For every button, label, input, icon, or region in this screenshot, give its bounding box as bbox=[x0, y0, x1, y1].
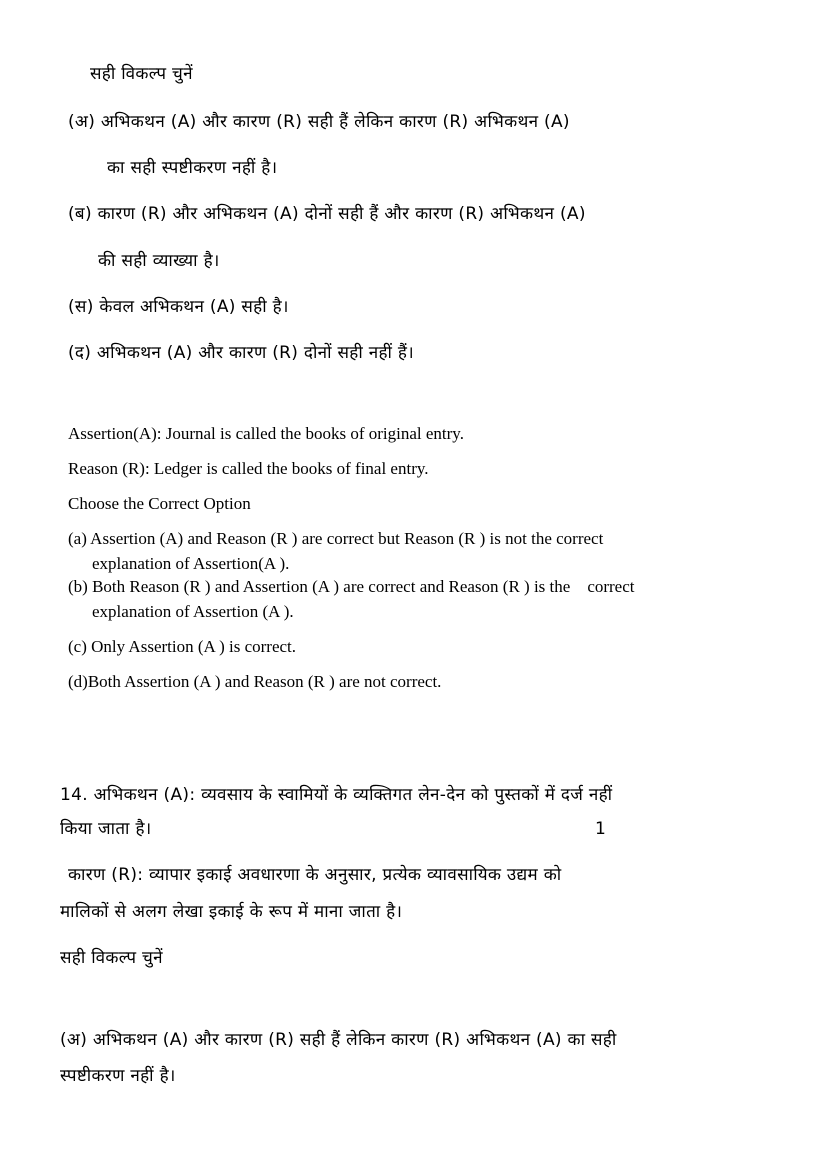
hindi-option-a-line1: (अ) अभिकथन (A) और कारण (R) सही हैं लेकिन कारण (R) अभिकथन (A) bbox=[68, 112, 570, 132]
english-reason: Reason (R): Ledger is called the books of final entry. bbox=[68, 459, 429, 478]
english-option-a-line1: (a) Assertion (A) and Reason (R ) are correct but Reason (R ) is not the correct bbox=[68, 529, 604, 548]
english-option-d: (d)Both Assertion (A ) and Reason (R ) are not correct. bbox=[68, 672, 442, 691]
q14-reason-line1: कारण (R): व्यापार इकाई अवधारणा के अनुसार, प्रत्येक व्यावसायिक उद्यम को bbox=[68, 865, 562, 885]
hindi-option-b-line2: की सही व्याख्या है। bbox=[98, 251, 220, 271]
q14-reason-line2: मालिकों से अलग लेखा इकाई के रूप में माना जाता है। bbox=[60, 902, 403, 922]
hindi-option-c: (स) केवल अभिकथन (A) सही है। bbox=[68, 297, 289, 317]
q14-marks: 1 bbox=[595, 819, 607, 839]
hindi-option-b-line1: (ब) कारण (R) और अभिकथन (A) दोनों सही हैं और कारण (R) अभिकथन (A) bbox=[68, 204, 586, 224]
english-option-a-line2: explanation of Assertion(A ). bbox=[92, 554, 290, 573]
hindi-option-d: (द) अभिकथन (A) और कारण (R) दोनों सही नहीं हैं। bbox=[68, 343, 414, 363]
q14-option-a-line2: स्पष्टीकरण नहीं है। bbox=[60, 1066, 176, 1086]
english-option-c: (c) Only Assertion (A ) is correct. bbox=[68, 637, 297, 656]
english-option-b-line2: explanation of Assertion (A ). bbox=[92, 602, 294, 621]
q14-choose-option: सही विकल्प चुनें bbox=[60, 948, 163, 968]
hindi-option-a-line2: का सही स्पष्टीकरण नहीं है। bbox=[107, 158, 278, 178]
q14-assertion-line2: किया जाता है। bbox=[60, 819, 152, 839]
q14-assertion-line1: 14. अभिकथन (A): व्यवसाय के स्वामियों के व्यक्तिगत लेन-देन को पुस्तकों में दर्ज नहीं bbox=[60, 785, 613, 805]
english-assertion: Assertion(A): Journal is called the books of original entry. bbox=[68, 424, 464, 443]
english-option-b-line1: (b) Both Reason (R ) and Assertion (A ) are correct and Reason (R ) is the correct bbox=[68, 577, 635, 596]
english-choose-option: Choose the Correct Option bbox=[68, 494, 251, 513]
q14-option-a-line1: (अ) अभिकथन (A) और कारण (R) सही हैं लेकिन कारण (R) अभिकथन (A) का सही bbox=[60, 1030, 617, 1050]
choose-option-heading-hindi: सही विकल्प चुनें bbox=[90, 64, 193, 84]
